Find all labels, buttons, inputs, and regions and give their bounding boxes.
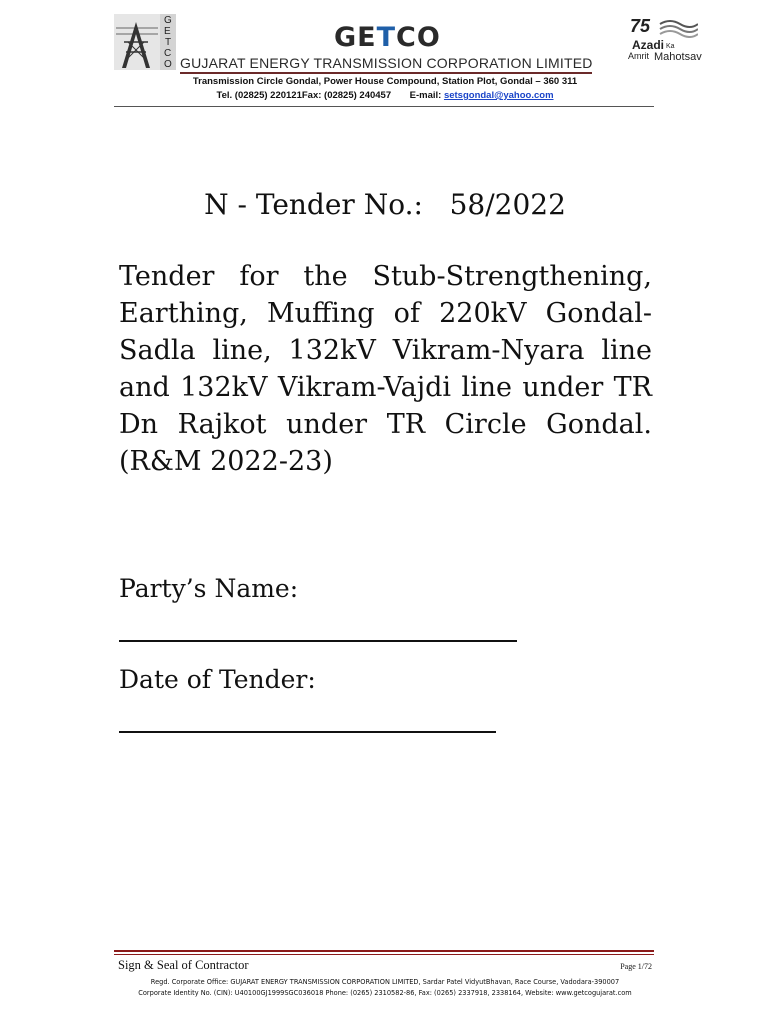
logo-letter: C bbox=[164, 48, 172, 59]
ka-text: Ka bbox=[666, 43, 675, 50]
party-name-blank bbox=[119, 640, 517, 642]
contact-line bbox=[0, 90, 770, 101]
corporation-name: GUJARAT ENERGY TRANSMISSION CORPORATION LIMITED bbox=[180, 55, 593, 71]
circle-address: Transmission Circle Gondal, Power House Compound, Station Plot, Gondal – 360 311 bbox=[192, 76, 578, 87]
azadi-number: 75 bbox=[630, 16, 651, 36]
logo-letter: G bbox=[164, 15, 172, 26]
corporate-identity: Corporate Identity No. (CIN): U40100GJ1999SGC036018 Phone: (0265) 2310582-86, Fax: (0265) 2337918, 2338164, Website: www.getcogujarat.com bbox=[138, 989, 632, 997]
logo-letter: E bbox=[164, 26, 171, 37]
sign-seal-label: Sign & Seal of Contractor bbox=[118, 958, 249, 972]
date-of-tender-blank bbox=[119, 731, 496, 733]
amrit-text: Amrit bbox=[628, 51, 649, 61]
logo-letter: O bbox=[164, 59, 172, 70]
azadi-ka-amrit-mahotsav-logo bbox=[624, 16, 708, 70]
footer-divider-thin bbox=[114, 954, 654, 955]
header-divider bbox=[114, 106, 654, 107]
brand-left: GE bbox=[334, 22, 377, 53]
page-number: Page 1/72 bbox=[620, 962, 652, 971]
email-label: E-mail: bbox=[409, 90, 442, 101]
tender-description: Tender for the Stub-Strengthening, Earthing, Muffing of 220kV Gondal-Sadla line, 132kV Vikram-Nyara line and 132kV Vikram-Vajdi line under TR Dn Rajkot under TR Circle Gondal. (R&M 2022-23) bbox=[119, 261, 652, 477]
getco-wordmark bbox=[334, 22, 441, 53]
letterhead bbox=[0, 0, 770, 110]
mahotsav-text: Mahotsav bbox=[654, 51, 702, 63]
azadi-text: Azadi bbox=[632, 38, 665, 52]
registered-office: Regd. Corporate Office: GUJARAT ENERGY TRANSMISSION CORPORATION LIMITED, Sardar Patel VidyutBhavan, Race Course, Vadodara-390007 bbox=[150, 978, 620, 986]
party-name-label: Party’s Name: bbox=[119, 574, 299, 603]
phone-fax: Tel. (02825) 220121Fax: (02825) 240457 bbox=[216, 90, 392, 101]
brand-right: CO bbox=[396, 22, 441, 53]
logo-letter: T bbox=[165, 37, 172, 48]
date-of-tender-label: Date of Tender: bbox=[119, 665, 316, 694]
brand-mid: T bbox=[376, 22, 397, 53]
getco-tower-logo bbox=[114, 14, 176, 70]
flag-wave-icon bbox=[658, 18, 698, 38]
email-link[interactable]: setsgondal@yahoo.com bbox=[443, 90, 554, 101]
corporation-underline bbox=[180, 72, 592, 74]
tender-number: N - Tender No.: 58/2022 bbox=[204, 188, 566, 221]
footer-divider bbox=[114, 950, 654, 952]
